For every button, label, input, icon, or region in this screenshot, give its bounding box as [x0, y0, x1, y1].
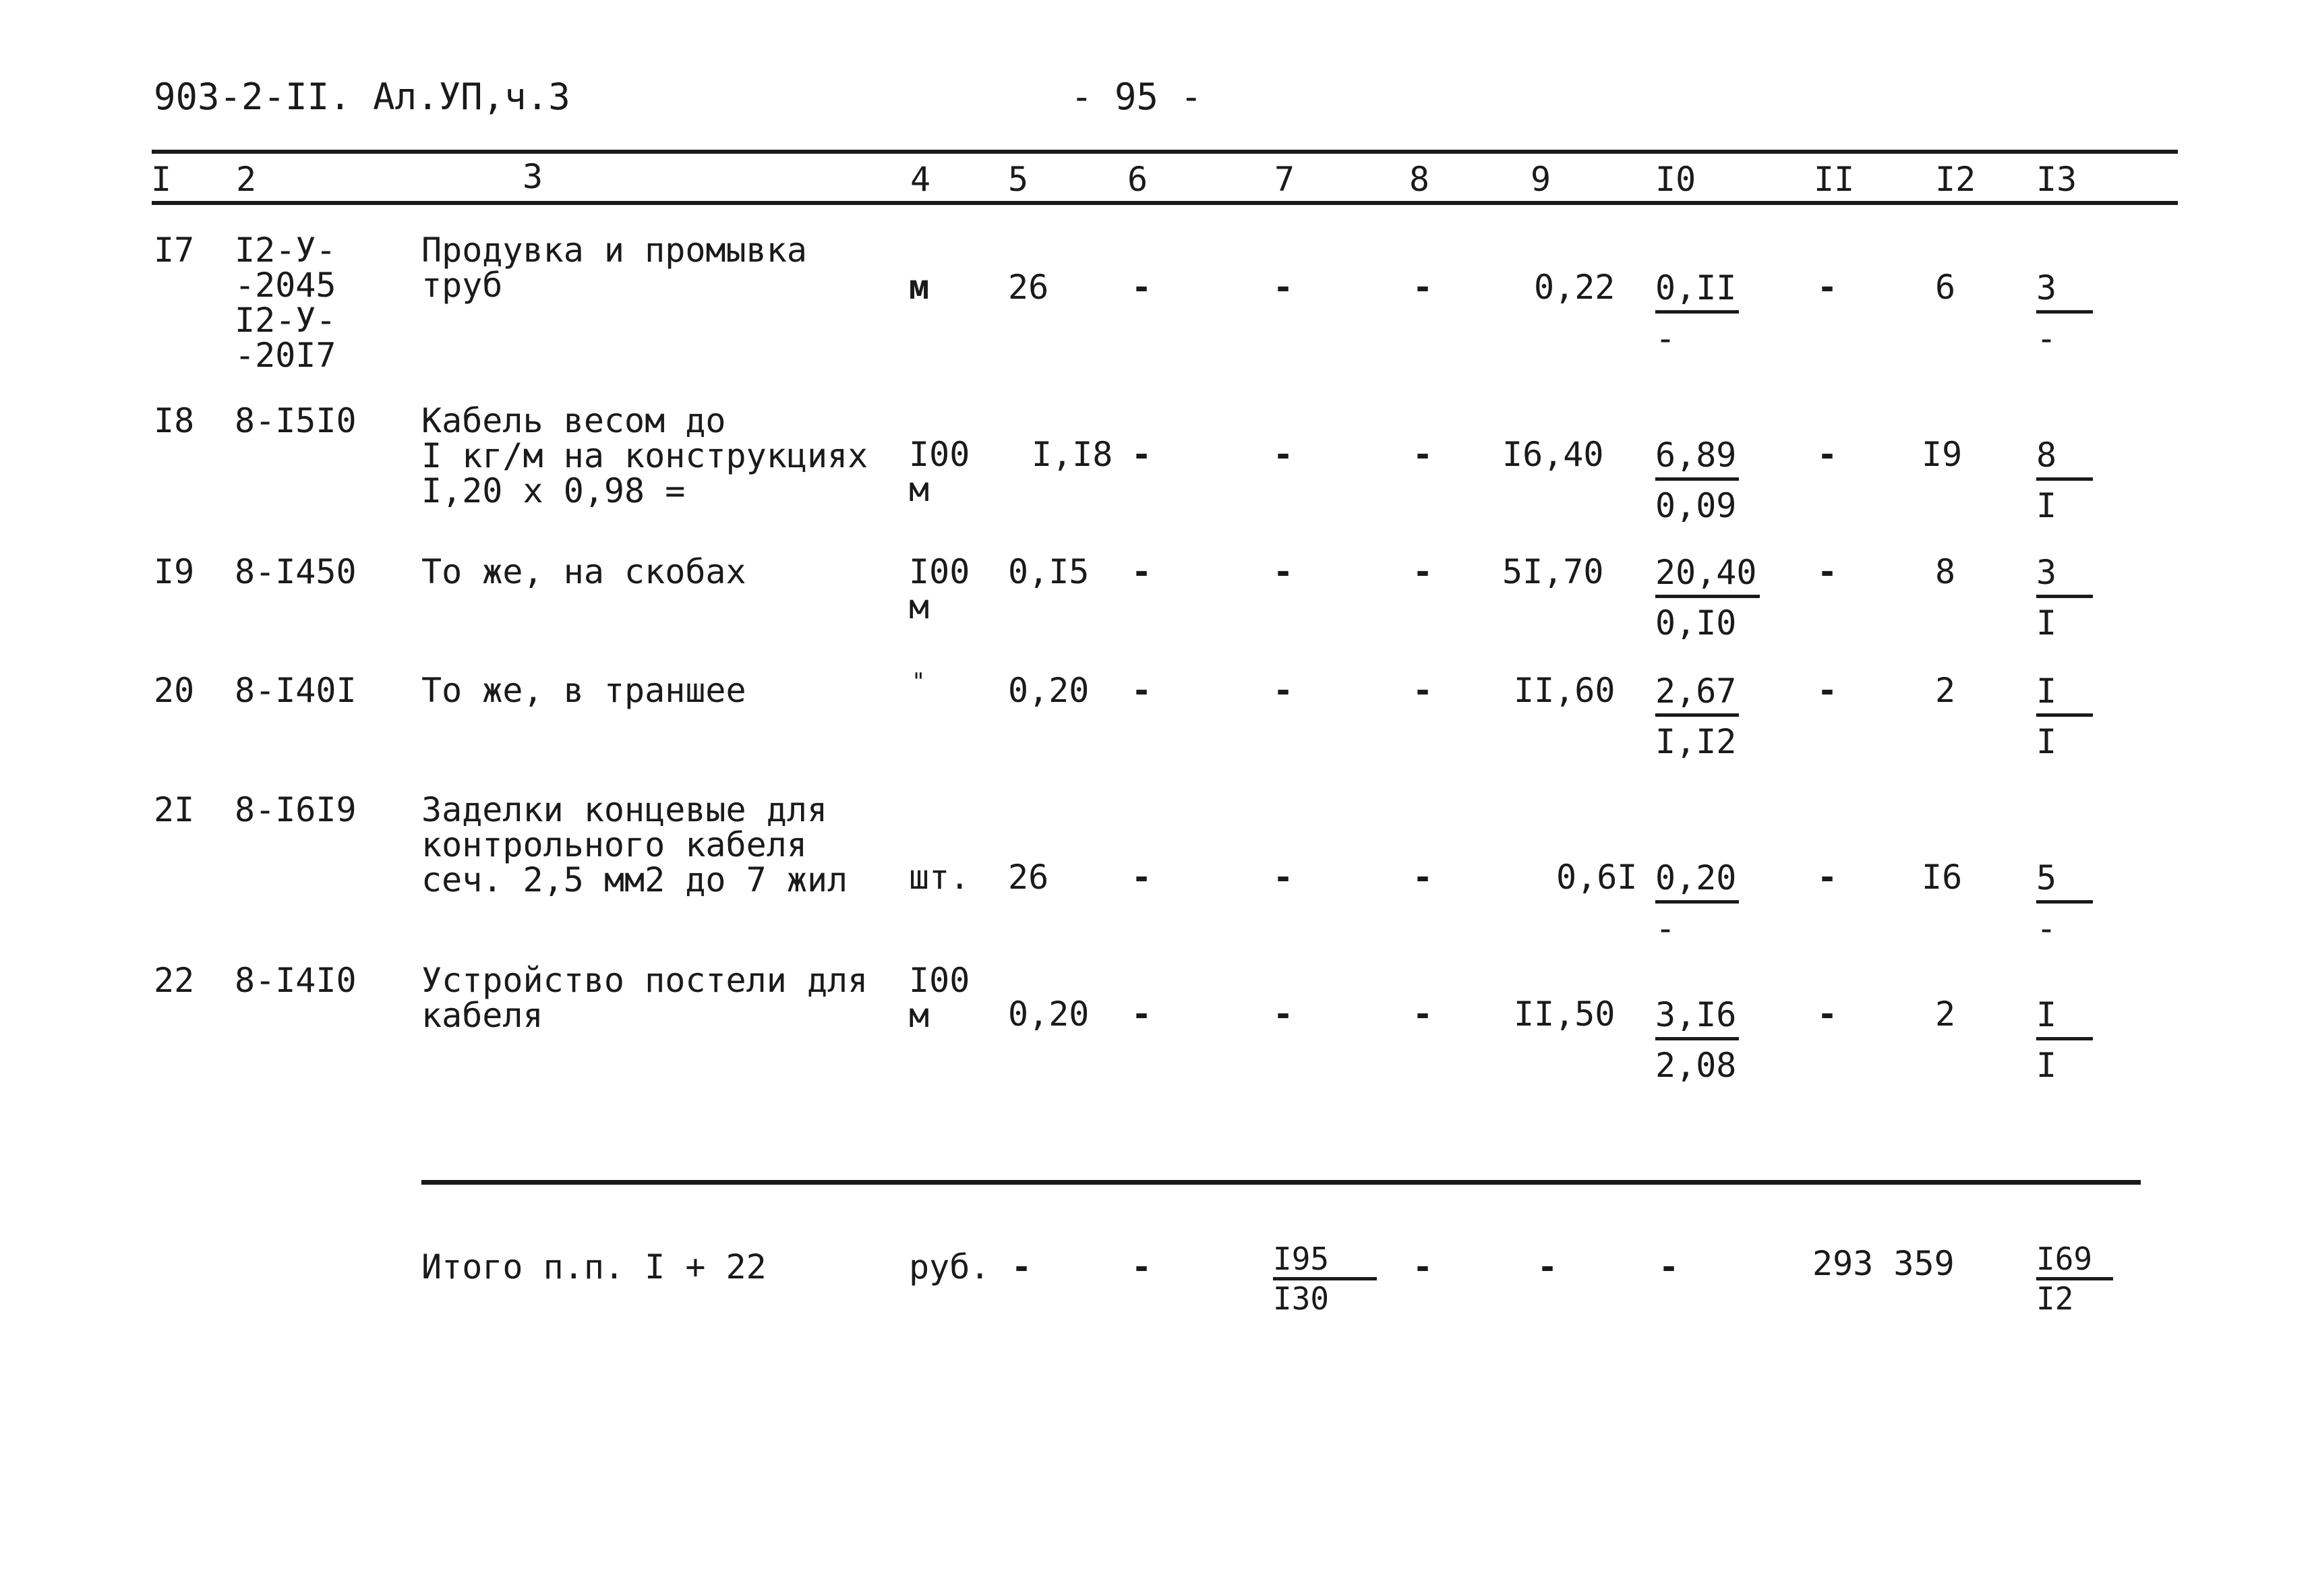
col-header-13: I3: [2036, 160, 2077, 199]
total-col5: -: [1011, 1247, 1032, 1287]
fraction-numerator: 3: [2036, 268, 2093, 314]
fraction-numerator: 0,20: [1655, 858, 1739, 904]
row-col13-fraction: [2036, 436, 2093, 525]
row-unit: м: [909, 268, 930, 307]
total-separator-rule: [421, 1180, 2141, 1185]
row-code: 8-I6I9: [235, 790, 357, 829]
row-unit: I00 м: [909, 435, 970, 509]
row-col9: 0,22: [1534, 268, 1616, 307]
row-col9: I6,40: [1502, 435, 1604, 474]
fraction-denominator: -: [2036, 319, 2057, 358]
fraction-numerator: I: [2036, 995, 2093, 1040]
row-col13-fraction: [2036, 995, 2093, 1085]
fraction-numerator: 3: [2036, 553, 2093, 598]
total-col10: -: [1659, 1247, 1680, 1287]
col-header-11: II: [1814, 160, 1855, 199]
row-description: Устройство постели для кабеля: [421, 961, 868, 1035]
row-col7: -: [1273, 858, 1294, 897]
row-unit: ": [912, 668, 926, 695]
row-unit: I00 м: [909, 961, 970, 1035]
row-col11: -: [1817, 995, 1838, 1034]
row-code: 8-I5I0: [235, 401, 357, 440]
total-amount: 293 359: [1812, 1244, 1955, 1283]
fraction-denominator: I,I2: [1655, 722, 1737, 761]
row-col12: 6: [1935, 268, 1956, 307]
row-col8: -: [1413, 552, 1433, 591]
row-col7: -: [1273, 435, 1294, 474]
row-col10-fraction: [1655, 858, 1739, 948]
total-col8: -: [1413, 1247, 1433, 1287]
row-col13-fraction: [2036, 672, 2093, 761]
col-header-10: I0: [1655, 160, 1696, 199]
row-col10-fraction: [1655, 672, 1739, 761]
page-number: - 95 -: [1071, 76, 1203, 118]
row-col13-fraction: [2036, 268, 2093, 358]
row-col9: II,60: [1514, 671, 1616, 710]
total-label: Итого п.п. I + 22: [421, 1247, 767, 1287]
row-number: I7: [154, 231, 195, 270]
row-col11: -: [1817, 435, 1838, 474]
fraction-numerator: I69: [2036, 1241, 2113, 1280]
col-header-1: I: [151, 160, 172, 199]
fraction-numerator: I95: [1273, 1241, 1377, 1280]
row-col12: 2: [1935, 995, 1956, 1034]
fraction-numerator: I: [2036, 672, 2093, 717]
row-quantity: 0,20: [1008, 995, 1090, 1034]
row-quantity: 0,20: [1008, 671, 1090, 710]
fraction-denominator: I: [2036, 486, 2057, 525]
row-quantity: 0,I5: [1008, 552, 1090, 591]
row-code: I2-У- -2045 I2-У- -20I7: [235, 231, 336, 375]
row-col13-fraction: [2036, 553, 2093, 643]
row-col10-fraction: [1655, 268, 1739, 358]
row-col9: 5I,70: [1502, 552, 1604, 591]
row-number: 20: [154, 671, 195, 710]
col-header-12: I2: [1935, 160, 1976, 199]
row-description: Продувка и промывка труб: [421, 231, 807, 305]
fraction-numerator: 0,II: [1655, 268, 1739, 314]
col-header-9: 9: [1531, 160, 1551, 199]
row-col6: -: [1131, 435, 1152, 474]
fraction-denominator: -: [2036, 909, 2057, 948]
fraction-denominator: I: [2036, 722, 2057, 761]
total-col7-fraction: [1273, 1241, 1377, 1317]
row-col8: -: [1413, 995, 1433, 1034]
fraction-denominator: I30: [1273, 1280, 1330, 1317]
fraction-numerator: 8: [2036, 436, 2093, 481]
fraction-denominator: -: [1655, 319, 1676, 358]
row-col7: -: [1273, 552, 1294, 591]
row-col6: -: [1131, 268, 1152, 307]
row-col6: -: [1131, 552, 1152, 591]
row-col8: -: [1413, 671, 1433, 710]
fraction-numerator: 3,I6: [1655, 995, 1739, 1040]
col-header-3: 3: [523, 157, 543, 196]
row-number: I9: [154, 552, 195, 591]
row-quantity: I,I8: [1032, 435, 1113, 474]
row-col12: I9: [1922, 435, 1963, 474]
row-code: 8-I40I: [235, 671, 357, 710]
row-code: 8-I450: [235, 552, 357, 591]
fraction-denominator: 0,09: [1655, 486, 1737, 525]
fraction-denominator: I: [2036, 1046, 2057, 1085]
row-col7: -: [1273, 995, 1294, 1034]
row-col10-fraction: [1655, 995, 1739, 1085]
row-unit: I00 м: [909, 552, 970, 626]
row-col6: -: [1131, 858, 1152, 897]
row-col12: 2: [1935, 671, 1956, 710]
total-unit: руб.: [909, 1247, 990, 1287]
col-header-5: 5: [1008, 160, 1029, 199]
row-col6: -: [1131, 671, 1152, 710]
row-col7: -: [1273, 268, 1294, 307]
row-col8: -: [1413, 858, 1433, 897]
col-header-4: 4: [910, 160, 931, 199]
fraction-denominator: 0,I0: [1655, 603, 1737, 643]
row-col7: -: [1273, 671, 1294, 710]
fraction-denominator: 2,08: [1655, 1046, 1737, 1085]
row-col8: -: [1413, 435, 1433, 474]
table-top-rule: [152, 150, 2178, 154]
row-col12: I6: [1922, 858, 1963, 897]
row-quantity: 26: [1008, 268, 1049, 307]
col-header-8: 8: [1409, 160, 1430, 199]
row-number: I8: [154, 401, 195, 440]
row-col10-fraction: [1655, 436, 1739, 525]
row-description: То же, на скобах: [421, 552, 746, 591]
fraction-numerator: 6,89: [1655, 436, 1739, 481]
table-header-bottom-rule: [152, 201, 2178, 205]
row-col8: -: [1413, 268, 1433, 307]
row-col6: -: [1131, 995, 1152, 1034]
col-header-7: 7: [1274, 160, 1295, 199]
row-unit: шт.: [909, 858, 970, 897]
fraction-denominator: I2: [2036, 1280, 2074, 1317]
row-col9: 0,6I: [1556, 858, 1638, 897]
fraction-numerator: 2,67: [1655, 672, 1739, 717]
col-header-2: 2: [236, 160, 257, 199]
row-col11: -: [1817, 552, 1838, 591]
total-col6: -: [1131, 1247, 1152, 1287]
row-col11: -: [1817, 858, 1838, 897]
row-quantity: 26: [1008, 858, 1049, 897]
row-col13-fraction: [2036, 858, 2093, 948]
row-col9: II,50: [1514, 995, 1616, 1034]
fraction-numerator: 20,40: [1655, 553, 1760, 598]
document-code: 903-2-II. Ал.УП,ч.3: [154, 76, 570, 118]
fraction-denominator: -: [1655, 909, 1676, 948]
fraction-denominator: I: [2036, 603, 2057, 643]
row-description: Кабель весом до I кг/м на конструкциях I,20 x 0,98 =: [421, 401, 868, 510]
row-description: То же, в траншее: [421, 671, 746, 710]
col-header-6: 6: [1127, 160, 1148, 199]
row-col12: 8: [1935, 552, 1956, 591]
total-col9: -: [1537, 1247, 1558, 1287]
row-number: 22: [154, 961, 195, 1000]
row-code: 8-I4I0: [235, 961, 357, 1000]
row-col11: -: [1817, 671, 1838, 710]
row-description: Заделки концевые для контрольного кабеля сеч. 2,5 мм2 до 7 жил: [421, 790, 848, 899]
fraction-numerator: 5: [2036, 858, 2093, 904]
total-col13-fraction: [2036, 1241, 2113, 1317]
row-col10-fraction: [1655, 553, 1760, 643]
row-col11: -: [1817, 268, 1838, 307]
row-number: 2I: [154, 790, 195, 829]
